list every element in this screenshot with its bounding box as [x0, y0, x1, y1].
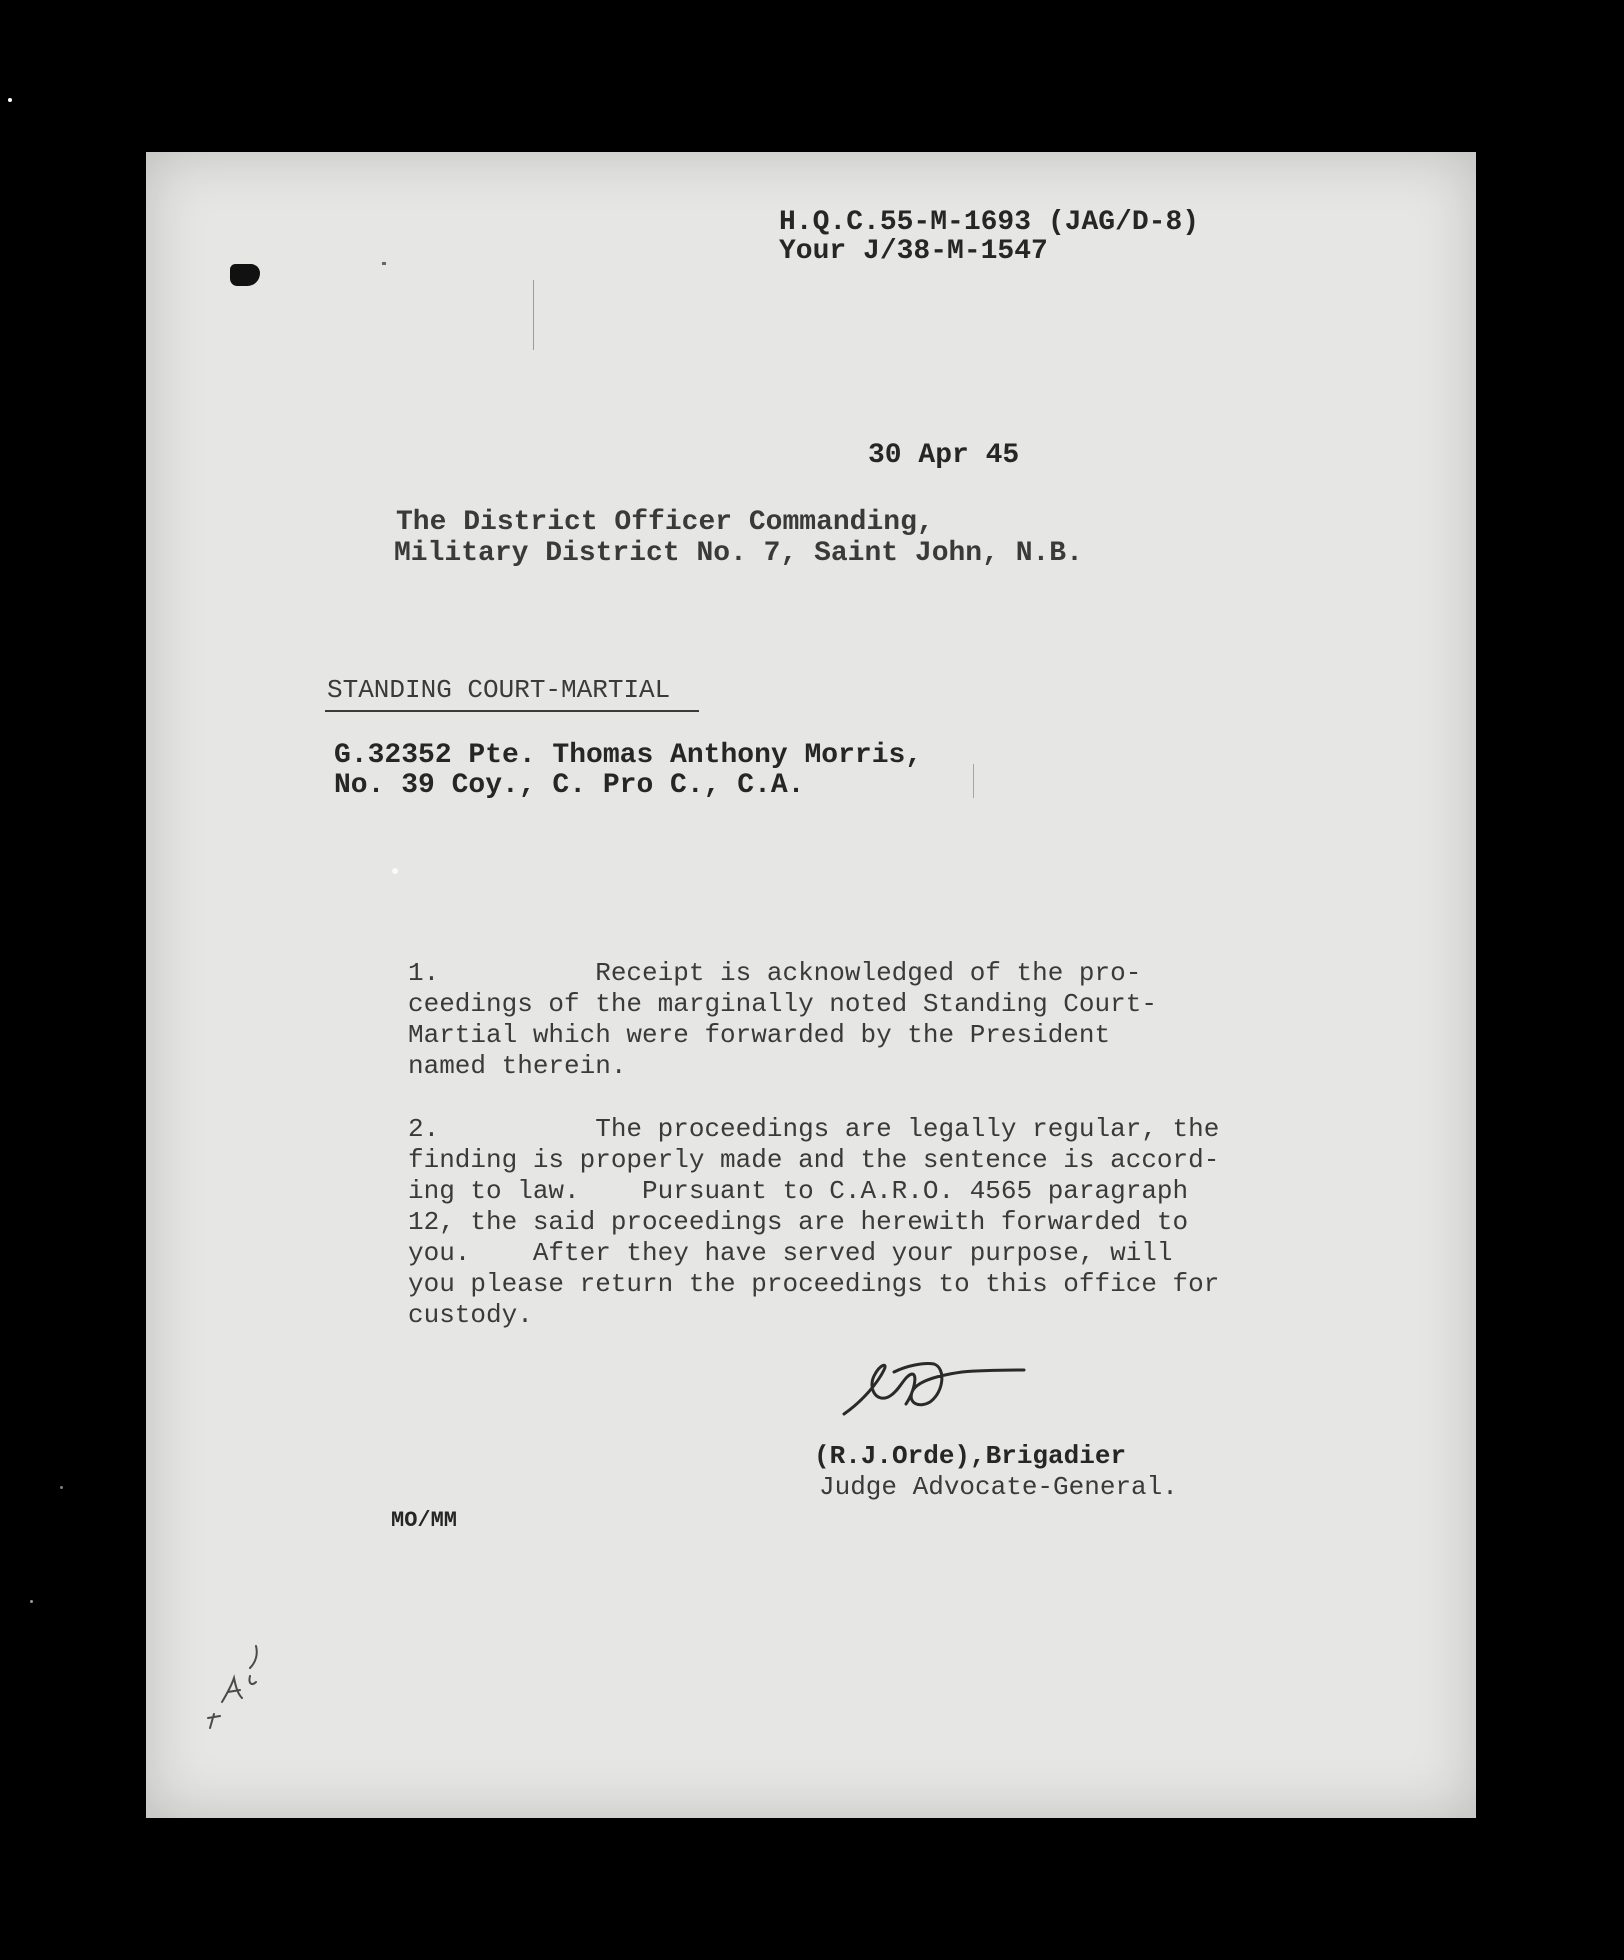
scan-speck	[60, 1486, 63, 1489]
paragraph-1: 1. Receipt is acknowledged of the pro- ceedings of the marginally noted Standing Court- Martial which were forwarded by the President named therein.	[408, 958, 1157, 1081]
handwritten-margin-note	[198, 1632, 278, 1742]
subject-heading: STANDING COURT-MARTIAL	[327, 675, 671, 705]
file-reference: H.Q.C.55-M-1693 (JAG/D-8)	[779, 207, 1200, 238]
accused-line-1: G.32352 Pte. Thomas Anthony Morris,	[334, 740, 923, 771]
handwritten-signature	[834, 1352, 1034, 1432]
your-reference: Your J/38-M-1547	[779, 236, 1048, 267]
signatory-name: (R.J.Orde),Brigadier	[814, 1441, 1127, 1471]
paper-speck	[392, 868, 398, 874]
ink-dot	[382, 262, 386, 265]
ink-blot	[230, 264, 260, 286]
letter-date: 30 Apr 45	[868, 440, 1020, 471]
scan-speck	[8, 98, 12, 102]
paper-crease	[973, 764, 974, 798]
signatory-title: Judge Advocate-General.	[819, 1472, 1178, 1502]
addressee-line-1: The District Officer Commanding,	[396, 507, 934, 538]
subject-underline	[325, 710, 699, 712]
paper-crease	[533, 280, 534, 350]
addressee-line-2: Military District No. 7, Saint John, N.B.	[394, 538, 1083, 569]
accused-line-2: No. 39 Coy., C. Pro C., C.A.	[334, 770, 805, 801]
scan-speck	[30, 1600, 33, 1603]
typist-initials: MO/MM	[391, 1508, 458, 1533]
paragraph-2: 2. The proceedings are legally regular, the finding is properly made and the sentence is accord- ing to law. Pursuant to C.A.R.O. 4565 paragraph 12, the said proceedings are herewith forwarded to you. After they have served your purpose, will you please return the proceedings to this office for custody.	[408, 1114, 1220, 1330]
letter-page	[146, 152, 1476, 1818]
